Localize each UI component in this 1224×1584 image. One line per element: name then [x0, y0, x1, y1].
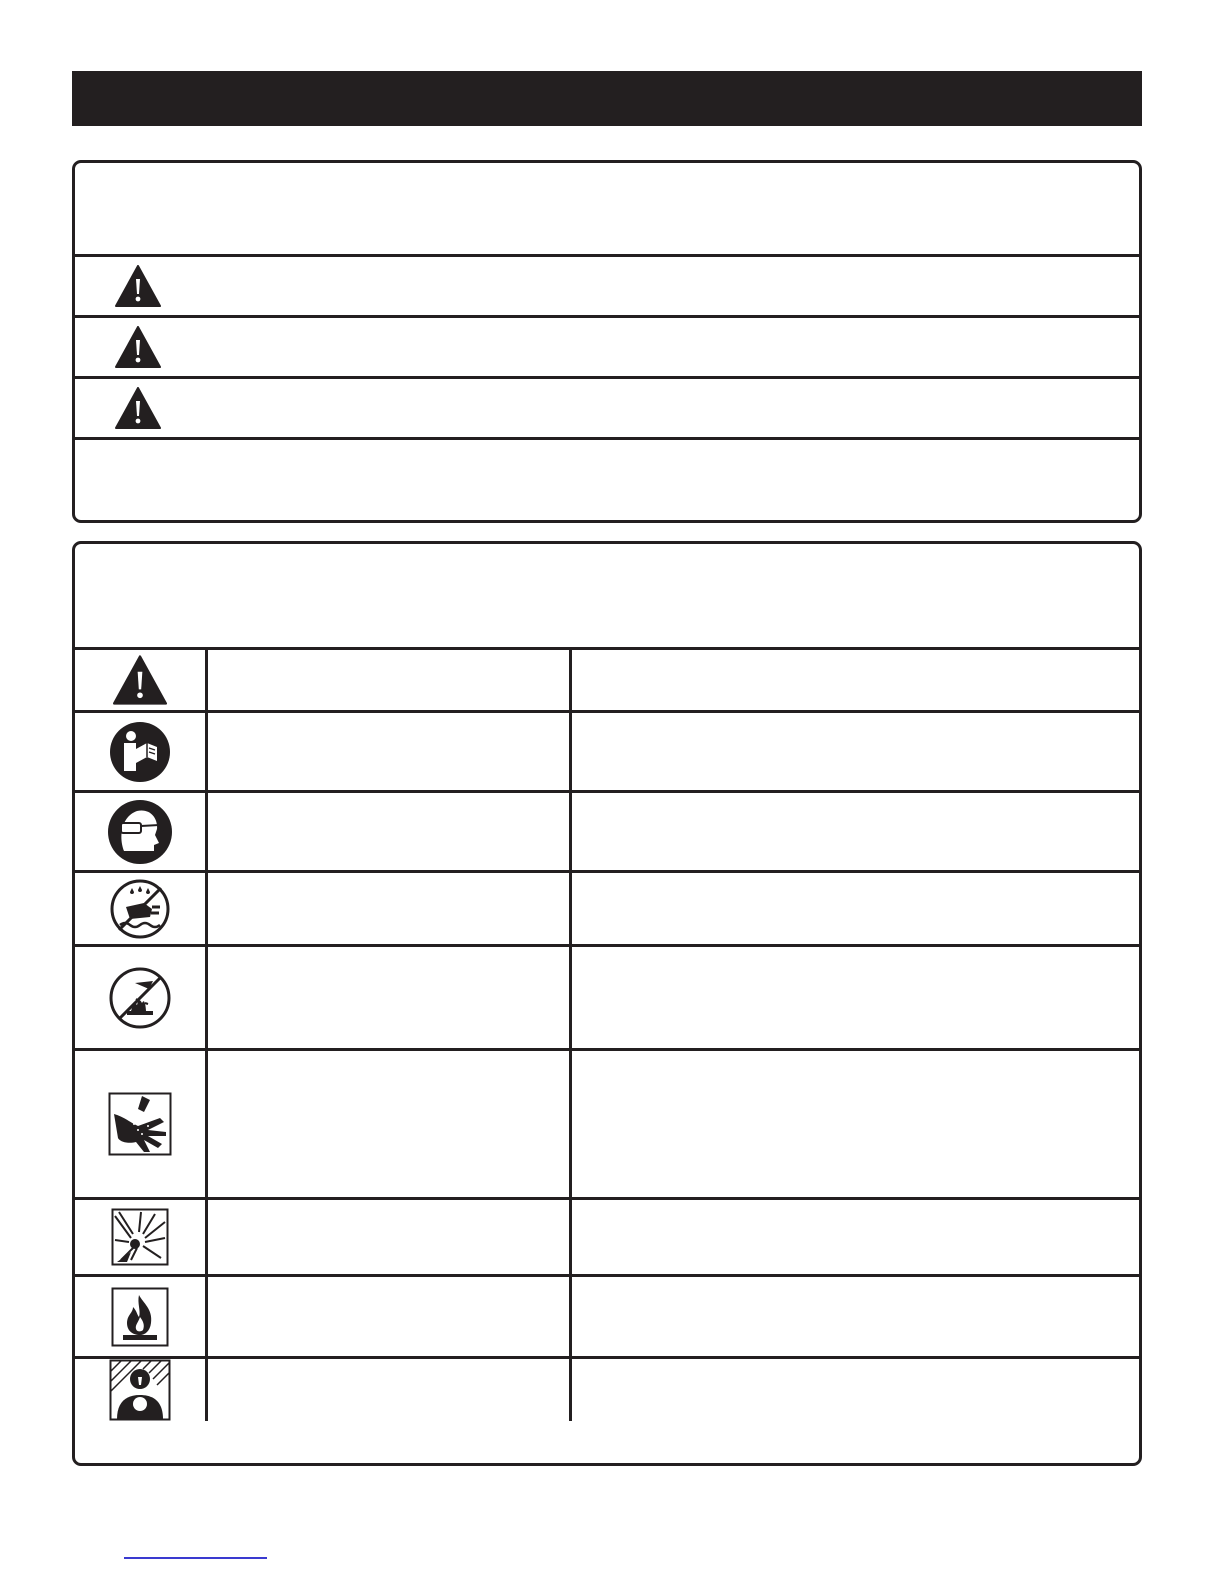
eye-protection-icon	[107, 799, 173, 865]
symbol-meaning-cell	[572, 713, 1139, 790]
symbol-meaning-cell	[572, 947, 1139, 1048]
signal-word-row	[75, 257, 1139, 318]
symbol-icon-cell	[75, 713, 208, 790]
no-wet-conditions-icon	[110, 879, 170, 939]
symbol-row	[75, 1051, 1139, 1200]
signal-word-row	[75, 379, 1139, 440]
signal-words-heading	[75, 163, 1139, 257]
symbol-meaning-cell	[572, 650, 1139, 710]
signal-word-row	[75, 318, 1139, 379]
symbol-meaning-cell	[572, 1359, 1139, 1421]
read-manual-icon	[109, 721, 171, 783]
symbols-heading	[75, 544, 1139, 650]
signal-words-note	[75, 440, 1139, 520]
symbol-icon-cell	[75, 1359, 208, 1421]
section-header-bar	[72, 71, 1142, 126]
symbol-name-cell	[208, 873, 572, 944]
symbol-meaning-cell	[572, 793, 1139, 870]
symbol-name-cell	[208, 1277, 572, 1356]
injection-hazard-icon	[108, 1092, 172, 1156]
symbols-box	[72, 541, 1142, 1466]
symbol-name-cell	[208, 947, 572, 1048]
symbol-name-cell	[208, 650, 572, 710]
symbol-row	[75, 1200, 1139, 1277]
symbol-row	[75, 1359, 1139, 1421]
symbol-row	[75, 793, 1139, 873]
fire-hazard-icon	[111, 1287, 169, 1347]
symbol-icon-cell	[75, 1051, 208, 1197]
symbol-meaning-cell	[572, 873, 1139, 944]
symbol-name-cell	[208, 1359, 572, 1421]
safety-alert-triangle-icon	[115, 326, 161, 368]
safety-alert-triangle-icon	[115, 265, 161, 307]
safety-alert-triangle-icon	[113, 655, 167, 705]
symbol-row	[75, 713, 1139, 793]
link-underline[interactable]	[124, 1557, 267, 1559]
symbol-icon-cell	[75, 650, 208, 710]
symbol-row	[75, 947, 1139, 1051]
no-sparks-flame-icon	[109, 967, 171, 1029]
symbol-name-cell	[208, 1200, 572, 1274]
explosion-hazard-icon	[111, 1208, 169, 1266]
symbol-row	[75, 1277, 1139, 1359]
safety-alert-triangle-icon	[115, 387, 161, 429]
symbol-icon-cell	[75, 947, 208, 1048]
symbol-icon-cell	[75, 1277, 208, 1356]
signal-words-box	[72, 160, 1142, 523]
symbol-name-cell	[208, 793, 572, 870]
symbol-name-cell	[208, 1051, 572, 1197]
symbol-row	[75, 650, 1139, 713]
symbol-row	[75, 873, 1139, 947]
symbol-name-cell	[208, 713, 572, 790]
symbol-icon-cell	[75, 873, 208, 944]
symbol-meaning-cell	[572, 1200, 1139, 1274]
symbol-icon-cell	[75, 793, 208, 870]
symbol-icon-cell	[75, 1200, 208, 1274]
symbol-meaning-cell	[572, 1051, 1139, 1197]
inhalation-hazard-icon	[109, 1359, 171, 1421]
symbol-meaning-cell	[572, 1277, 1139, 1356]
